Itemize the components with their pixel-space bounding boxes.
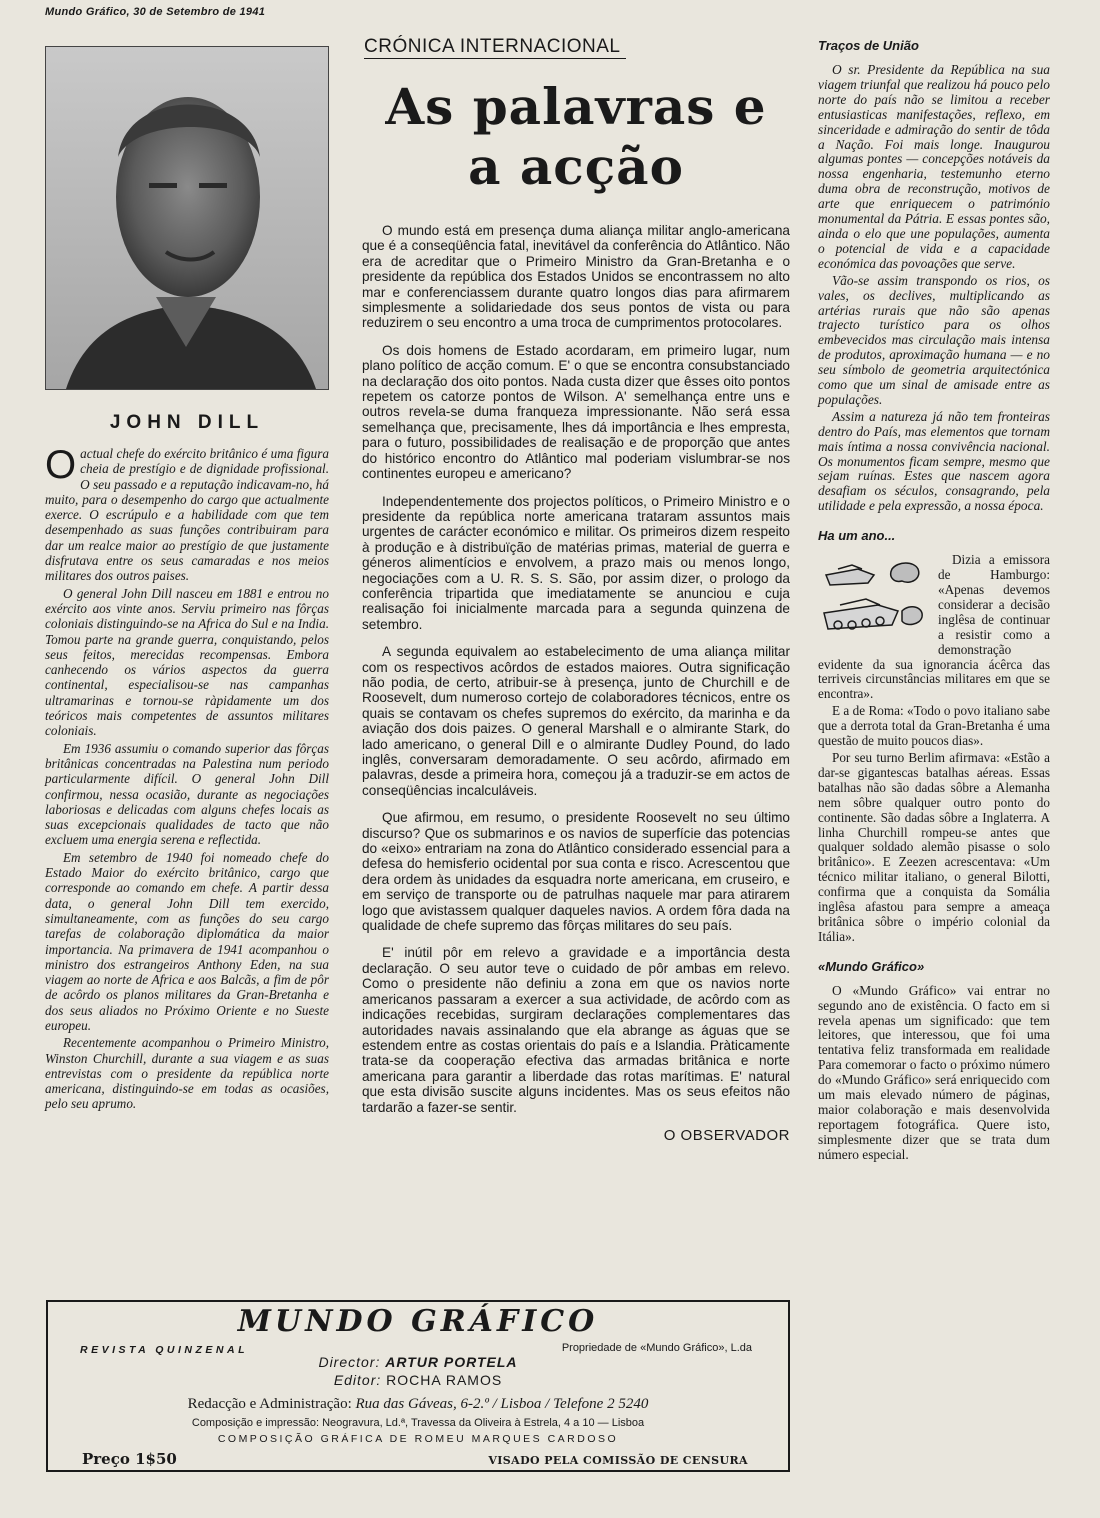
masthead-title: MUNDO GRÁFICO xyxy=(237,1304,599,1339)
sidebar-paragraph: Dizia a emissora de Hamburgo: «Apenas devemos considerar a decisão inglêsa de continuar a resistir como a demonstração evidente da sua ignorancia ácêrca das terriveis circunstâncias militares em que se encontra». xyxy=(818,552,1050,702)
masthead-subtitle: REVISTA QUINZENAL xyxy=(80,1344,249,1356)
masthead-property: Propriedade de «Mundo Gráfico», L.da xyxy=(561,1342,752,1354)
bio-paragraph: Oactual chefe do exército britânico é uma figura cheia de prestígio e de dignidade profissional. O seu passado e a reputação indicavam-no, há muito, para o desempenho do cargo que actualmente exerce. O escrúpulo e a habilidade com que tem desempenhado as suas funções contribuiram para dar um realce maior ao prestígio de que justamente disfrutava entre os seus camaradas e nos meios militares dos outros paises. xyxy=(45,443,329,584)
bio-paragraph: Recentemente acompanhou o Primeiro Ministro, Winston Churchill, durante a sua viagem e as suas entrevistas com o presidente da república norte americana, distinguindo-se em todas as ocasiões, pelo seu aprumo. xyxy=(45,1035,329,1112)
sidebar-paragraph: Por seu turno Berlim afirmava: «Estão a dar-se gigantescas batalhas aéreas. Essas batalhas não são dadas sôbre a Alemanha nem sôbre qualquer outro ponto do continente. São dadas sôbre a Inglaterra. A linha Churchill rompeu-se antes que qualquer soldado alemão pisasse o solo britânico». E Zeezen acrescentava: «Um técnico militar italiano, o general Bilotti, confirma que a conquista da Somália inglêsa afastou para sempre a ameaça britânica sôbre o império colonial da Itália». xyxy=(818,749,1050,944)
ha-um-ano-section xyxy=(818,553,1050,945)
article-paragraph: Independentemente dos projectos políticos, o Primeiro Ministro e o presidente da república norte americana trataram assuntos mais urgentes de carácter económico e militar. Os primeiros dizem respeito à produção e à distribuïção de matérias primas, material de guerra e géneros alimentícios e envolvem, a prazo mais ou menos longo, negociações com a U. R. S. S. São, por assim dizer, o prologo da conferência tripartida que imediatamente se anunciou e cuja realisação foi inicialmente marcada para a segunda quinzena de setembro. xyxy=(362,493,790,632)
bio-paragraph: O general John Dill nasceu em 1881 e entrou no exército aos vinte anos. Serviu primeiro nas fôrças coloniais distinguindo-se na Africa do Sul e na India. Tomou parte na grande guerra, conquistando, pelos seus feitos, merecidas recompensas. Embora canhecendo os vários aspectos da guerra continental, especialisou-se nas campanhas ultramarinas e tornou-se ràpidamente um dos teóricos mais competentes de assuntos militares coloniais. xyxy=(45,585,329,739)
masthead-censor-note: VISADO PELA COMISSÃO DE CENSURA xyxy=(488,1454,748,1467)
section-title-tracos: Traços de União xyxy=(818,38,919,53)
section-title-mundo-grafico: «Mundo Gráfico» xyxy=(818,958,925,974)
article-paragraph: Que afirmou, em resumo, o presidente Roosevelt no seu último discurso? Que os submarinos e os navios de superfície das potencias do «eixo» entrariam na zona do Atlântico considerado essencial para a defesa do hemisferio ocidental por sua conta e risco. Acrescentou que dera ordem às unidades da esquadra norte americana, em cruseiro, e em serviço de transporte ou de patrulhas naquele mar para atirarem logo que avistassem qualquer daqueles navios. A ordem fôra dada na qualidade de chefe supremo das fôrças militares do seu país. xyxy=(362,810,790,934)
article-headline: As palavras e a acção xyxy=(385,77,767,196)
article-body xyxy=(362,223,790,1115)
masthead-composition-credit: COMPOSIÇÃO GRÁFICA DE ROMEU MARQUES CARDOSO xyxy=(217,1433,619,1445)
masthead-box xyxy=(46,1300,790,1472)
sidebar-paragraph: O «Mundo Gráfico» vai entrar no segundo ano de existência. O facto em si revela apenas um significado: que tem leitores, que interessou, que foi uma tentativa feliz transformada em realidade Para comemorar o facto o próximo número do «Mundo Gráfico» será enriquecido com um mais elevado número de páginas, maior colaboração e mais desenvolvida reportagem fotográfica. Quere isto, simplesmente dizer que se trata dum número especial. xyxy=(818,982,1050,1162)
portrait-frame xyxy=(45,46,327,390)
profile-name: JOHN DILL xyxy=(109,412,265,433)
right-column xyxy=(818,36,1050,1165)
bio-paragraph: Em setembro de 1940 foi nomeado chefe do Estado Maior do exército britânico, cargo que corresponde ao comando em chefe. A partir dessa data, o general John Dill tem exercido, simultaneamente, com as funções do seu cargo tarefas de colaboração diplomática da maior importancia. Na primavera de 1941 acompanhou o ministro dos estrangeiros Anthony Eden, na sua viagem ao norte de Africa e aos Balcãs, a fim de pôr de acôrdo os planos militares da Gran-Bretanha e dos seus aliados no Próximo Oriente e no Sueste europeu. xyxy=(45,849,329,1033)
masthead-price: Preço 1$50 xyxy=(82,1450,177,1468)
masthead-director: Director: ARTUR PORTELA xyxy=(318,1354,518,1370)
portrait-photo xyxy=(45,46,329,390)
left-column xyxy=(45,46,329,1114)
main-article xyxy=(362,36,790,1144)
article-signature: O OBSERVADOR xyxy=(663,1126,790,1144)
sidebar-paragraph: E a de Roma: «Todo o povo italiano sabe que a derrota total da Gran-Bretanha é uma questão de muito poucos dias». xyxy=(818,703,1050,749)
sidebar-paragraph: Assim a natureza já não tem fronteiras dentro do País, mas elementos que tornam mais íntima a nossa convivência nacional. Os monumentos ficam sempre, mesmo que sejam ruínas. Estes que nascem agora desafiam os séculos, consagrando, pela utilidade e pela expressão, a nossa época. xyxy=(818,408,1050,514)
article-paragraph: E' inútil pôr em relevo a gravidade e a importância desta declaração. O seu autor teve o cuidado de pôr ambas em relevo. Como o presidente não definiu a zona em que os navios norte americanos passaram a exercer a sua actividade, de acôrdo com as indicações recebidas, surgiram declarações complementares das autoridades navais assinalando que ela abrange as águas que se estendem entre as costas orientais do país e a Islandia. Pràticamente trata-se da cooperação efectiva das armadas britânica e norte americana para garantir a liberdade das rotas marítimas. E' natural que esta divisão suscite alguns incidentes. Mas os seus efeitos não tardarão a fazer-se sentir. xyxy=(362,945,790,1115)
masthead-editor: Editor: ROCHA RAMOS xyxy=(333,1372,503,1388)
article-paragraph: Os dois homens de Estado acordaram, em primeiro lugar, num plano político de acção comum. E' o que se encontra consubstanciado na declaração dos oito pontos. Nada custa dizer que êsses oito pontos repetem os catorze pontos de Wilson. A' semelhança entre uns e outros revela-se duma franqueza impressionante. Não será essa semelhança que, precisamente, lhes dá importância e lhes empresta, para o futuro, possibilidades de realisação e de proporção que antes do histórico encontro do Atlântico mal poderiam vislumbrar-se nos continentes europeu e americano? xyxy=(362,342,790,482)
masthead-address: Redacção e Administração: Rua das Gáveas, 6-2.º / Lisboa / Telefone 2 5240 xyxy=(187,1396,649,1412)
bio-paragraph: Em 1936 assumiu o comando superior das fôrças britânicas concentradas na Palestina num periodo particularmente difícil. O general John Dill confirmou, nessa ocasião, durante as negociações laboriosas e delicadas com alguns chefes locais as suas excepcionais qualidades de tacto que não excluem uma energia serena e reflectida. xyxy=(45,740,329,848)
section-kicker: CRÓNICA INTERNACIONAL xyxy=(364,36,626,59)
article-paragraph: O mundo está em presença duma aliança militar anglo-americana que é a conseqüência fatal, inevitável da conferência do Atlântico. Não era de acreditar que o Primeiro Ministro da Gran-Bretanha e o presidente da república dos Estados Unidos se encontrassem no alto mar e conferenciassem durante quatro longos dias para afirmarem simplesmente a solidariedade dos seus pontos de vista ou para reduzirem o seu encontro a uma troca de cumprimentos protocolares. xyxy=(362,223,790,331)
sidebar-paragraph: O sr. Presidente da República na sua viagem triunfal que realizou há pouco pelo norte do país não se limitou a receber entusiasticas manifestações, reflexo, em sinceridade e admiração do sentir de tôda a Nação. Foi mais longe. Inaugurou algumas pontes — concepções notáveis da nossa engenharia, testemunho eterno duma obra de reconstrução, motivos de arte que enriquecem o património monumental da Pátria. E essas pontes são, ainda o elo que une populações, aumenta o potencial de vida e a capacidade económica das povoações que serve. xyxy=(818,62,1050,271)
masthead-composition: Composição e impressão: Neogravura, Ld.ª, Travessa da Oliveira à Estrela, 4 a 10 — Lisboa xyxy=(191,1417,645,1429)
article-paragraph: A segunda equivalem ao estabelecimento de uma aliança militar com os respectivos acôrdos de estados maiores. Outra significação não podia, de certo, atribuir-se à presença, junto de Churchill e de Roosevelt, dum numeroso cortejo de colaboradores técnicos, entre os quais se contavam os chefes supremos do exército, da marinha e da aviação dos dois paizes. O general Marshall e o almirante Stark, do lado americano, o general Dill e o almirante Dudley Pound, do lado inglês, conversaram demoradamente. O seu acôrdo, afirmado em palavras, desde a primeira hora, começou já a traduzir-se em actos de conseqüências incalculáveis. xyxy=(362,644,790,798)
sidebar-paragraph: Vão-se assim transpondo os rios, os vales, os declives, multiplicando as artérias rurais que não são apenas trajecto turístico para os olhos embevecidos mas circulação mais intensa de produtos, aproximação humana — e no seu símbolo de geometria arquitectónica como que um sinal de amisade entre as populações. xyxy=(818,272,1050,407)
profile-bio xyxy=(45,443,329,1112)
drop-cap: O xyxy=(45,443,77,487)
tanks-illustration xyxy=(818,555,930,641)
section-title-ha-um-ano: Ha um ano... xyxy=(818,528,896,544)
page-header: Mundo Gráfico, 30 de Setembro de 1941 xyxy=(45,6,266,18)
